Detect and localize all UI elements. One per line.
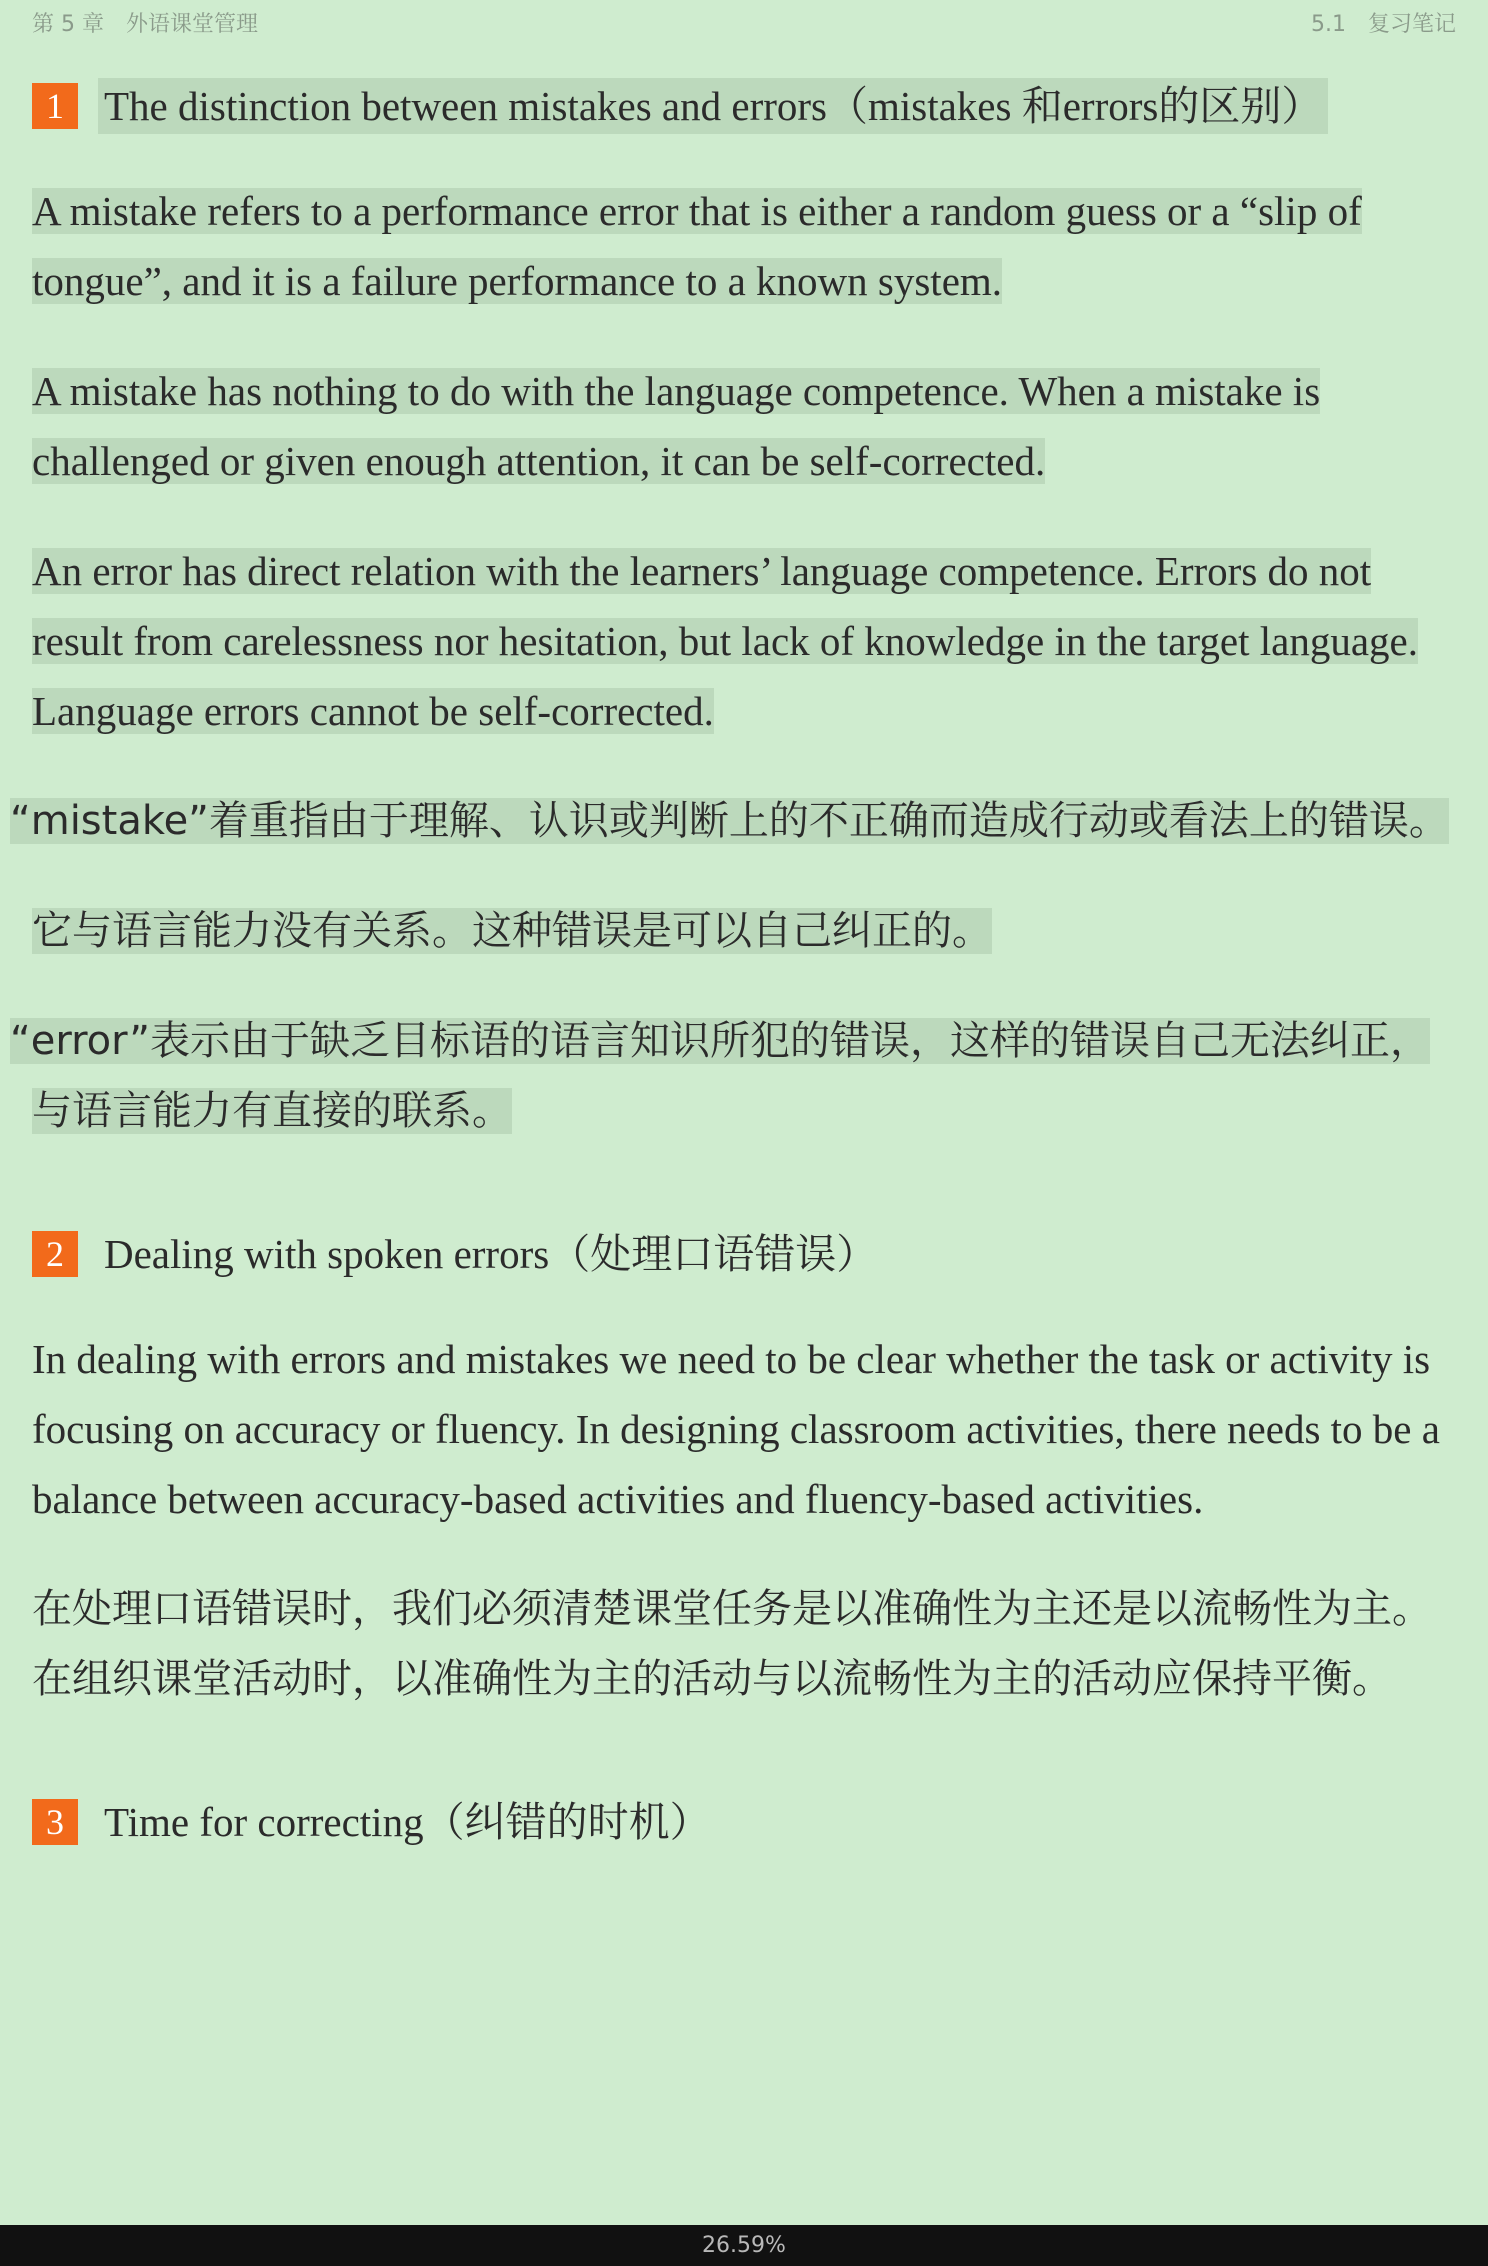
- section-heading-1: [32, 78, 1456, 134]
- paragraph: [32, 536, 1452, 746]
- section-heading-2: [32, 1226, 1456, 1282]
- paragraph: [32, 896, 1452, 966]
- highlighted-text[interactable]: 它与语言能力没有关系。这种错误是可以自己纠正的。: [32, 908, 992, 954]
- paragraph[interactable]: In dealing with errors and mistakes we need to be clear whether the task or activity is focusing on accuracy or fluency. In designing classroom activities, there needs to be a balance between accuracy-based activities and fluency-based activities.: [32, 1336, 1440, 1522]
- paragraph[interactable]: 在处理口语错误时，我们必须清楚课堂任务是以准确性为主还是以流畅性为主。在组织课堂活动时，以准确性为主的活动与以流畅性为主的活动应保持平衡。: [32, 1586, 1432, 1702]
- highlighted-text[interactable]: “error”表示由于缺乏目标语的语言知识所犯的错误，这样的错误自己无法纠正，与语言能力有直接的联系。: [10, 1018, 1430, 1134]
- highlighted-text[interactable]: A mistake has nothing to do with the language competence. When a mistake is challenged or given enough attention, it can be self-corrected.: [32, 368, 1321, 484]
- chapter-title: 第 5 章 外语课堂管理: [32, 12, 258, 37]
- reading-progress-bar: [0, 2225, 1488, 2266]
- section-number-badge: 3: [32, 1799, 78, 1845]
- highlighted-text[interactable]: An error has direct relation with the learners’ language competence. Errors do not result from carelessness nor hesitation, but lack of knowledge in the target language. Language errors cannot be self-corrected.: [32, 548, 1418, 734]
- section-title-1[interactable]: The distinction between mistakes and errors（mistakes 和errors的区别）: [98, 78, 1328, 134]
- section-number-badge: 1: [32, 83, 78, 129]
- paragraph: [32, 356, 1452, 496]
- section-heading-3: [32, 1794, 1456, 1850]
- paragraph: [10, 786, 1452, 856]
- section-title-2[interactable]: Dealing with spoken errors（处理口语错误）: [104, 1231, 878, 1277]
- paragraph: [32, 176, 1452, 316]
- section-title: 5.1 复习笔记: [1311, 12, 1456, 37]
- reader-header: [0, 0, 1488, 40]
- page-content: [10, 78, 1456, 1850]
- reading-progress-percent: 26.59%: [702, 2233, 786, 2258]
- paragraph: [10, 1006, 1452, 1146]
- section-number-badge: 2: [32, 1231, 78, 1277]
- highlighted-text[interactable]: “mistake”着重指由于理解、认识或判断上的不正确而造成行动或看法上的错误。: [10, 798, 1449, 844]
- highlighted-text[interactable]: A mistake refers to a performance error that is either a random guess or a “slip of tongue”, and it is a failure performance to a known system.: [32, 188, 1362, 304]
- section-title-3[interactable]: Time for correcting（纠错的时机）: [104, 1799, 711, 1845]
